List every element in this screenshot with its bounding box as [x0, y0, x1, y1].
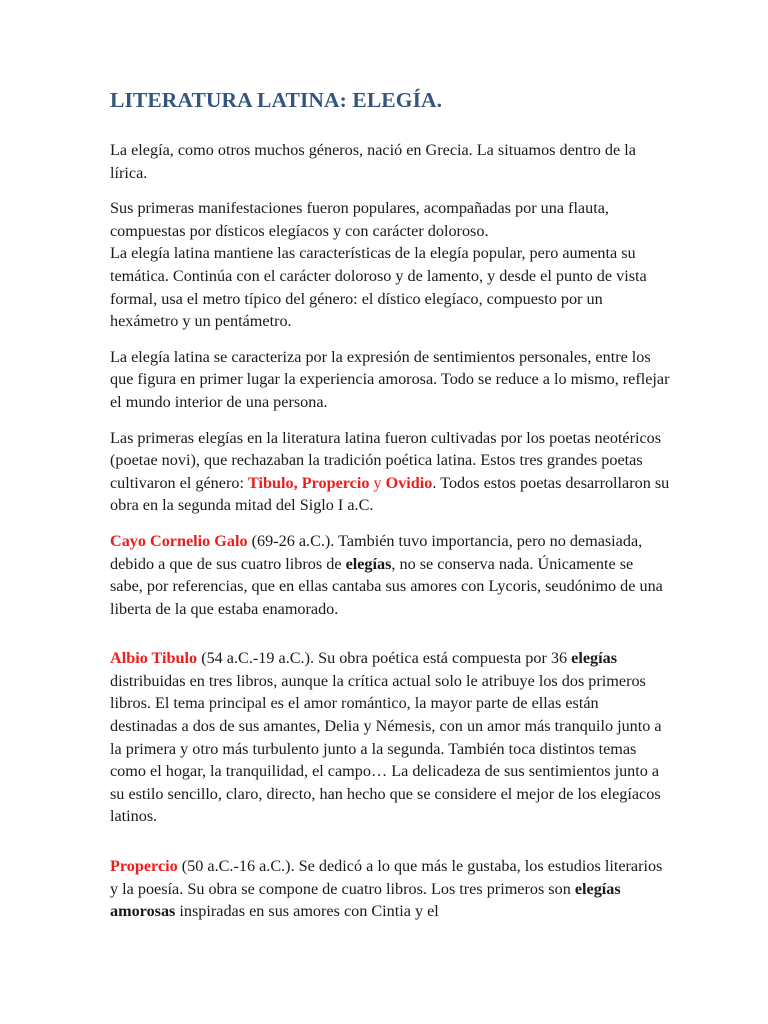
paragraph-intro: La elegía, como otros muchos géneros, nació en Grecia. La situamos dentro de la lírica. — [110, 141, 636, 182]
poet-name-propercio: Propercio — [301, 473, 370, 492]
poet-name-propercio-section: Propercio — [110, 857, 178, 876]
poet-name-ovidio: Ovidio — [385, 473, 433, 492]
paragraph-galo — [110, 530, 670, 620]
propercio-bold-term: elegías amorosas — [110, 879, 621, 921]
paragraph-propercio — [110, 855, 670, 923]
galo-text-2: , no se conserva nada. Únicamente se sabe, por referencias, que en ellas cantaba sus amores con Lycoris, seudónimo de una liberta de la que estaba enamorado. — [110, 554, 663, 618]
poet-separator-comma: , — [293, 473, 302, 492]
document-page — [110, 86, 670, 936]
paragraph-characteristics: La elegía latina se caracteriza por la expresión de sentimientos personales, entre los que figura en primer lugar la experiencia amorosa. Todo se reduce a lo mismo, reflejar el mundo interior de una persona. — [110, 347, 670, 411]
paragraph-tibulo — [110, 647, 670, 828]
tibulo-bold-term: elegías — [571, 649, 618, 668]
poet-name-galo: Cayo Cornelio Galo — [110, 531, 248, 550]
document-title: LITERATURA LATINA: ELEGÍA. — [110, 88, 443, 112]
paragraph-poets — [110, 427, 670, 517]
poets-text-before: Las primeras elegías en la literatura latina fueron cultivadas por los poetas neotéricos (poetae novi), que rechazaban la tradición poética latina. Estos tres grandes poetas cultivaron el género: — [110, 428, 662, 492]
origins-line-1: Sus primeras manifestaciones fueron populares, acompañadas por una flauta, compuestas por dísticos elegíacos y con carácter doloroso. — [110, 199, 609, 240]
tibulo-text-2: distribuidas en tres libros, aunque la crítica actual solo le atribuye los dos primeros libros. El tema principal es el amor romántico, la mayor parte de ellas están destinadas a dos de sus amantes, Delia y Némesis, con un amor más tranquilo junto a la primera y otro más turbulento junto a la segunda. También toca distintos temas como el hogar, la tranquilidad, el campo… La delicadeza de sus sentimientos junto a su estilo sencillo, claro, directo, han hecho que se considere el mejor de los elegíacos latinos. — [110, 671, 662, 826]
tibulo-text-1: (54 a.C.-19 a.C.). Su obra poética está compuesta por 36 — [197, 649, 572, 668]
propercio-text-2: inspiradas en sus amores con Cintia y el — [175, 902, 439, 921]
galo-bold-term: elegías — [345, 554, 392, 573]
poet-name-albio-tibulo: Albio Tibulo — [110, 649, 198, 668]
galo-text-1: (69-26 a.C.). También tuvo importancia, pero no demasiada, debido a que de sus cuatro libros de — [110, 531, 643, 573]
origins-line-2: La elegía latina mantiene las características de la elegía popular, pero aumenta su temática. Continúa con el carácter doloroso y de lamento, y desde el punto de vista formal, usa el metro típico del género: el dístico elegíaco, compuesto por un hexámetro y un pentámetro. — [110, 244, 647, 331]
poet-separator-y: y — [369, 473, 386, 492]
propercio-text-1: (50 a.C.-16 a.C.). Se dedicó a lo que más le gustaba, los estudios literarios y la poesía. Su obra se compone de cuatro libros. Los tres primeros son — [110, 857, 663, 898]
poets-text-after: . Todos estos poetas desarrollaron su obra en la segunda mitad del Siglo I a.C. — [110, 473, 670, 515]
paragraph-origins — [110, 197, 670, 333]
poet-name-tibulo: Tibulo — [248, 473, 294, 492]
